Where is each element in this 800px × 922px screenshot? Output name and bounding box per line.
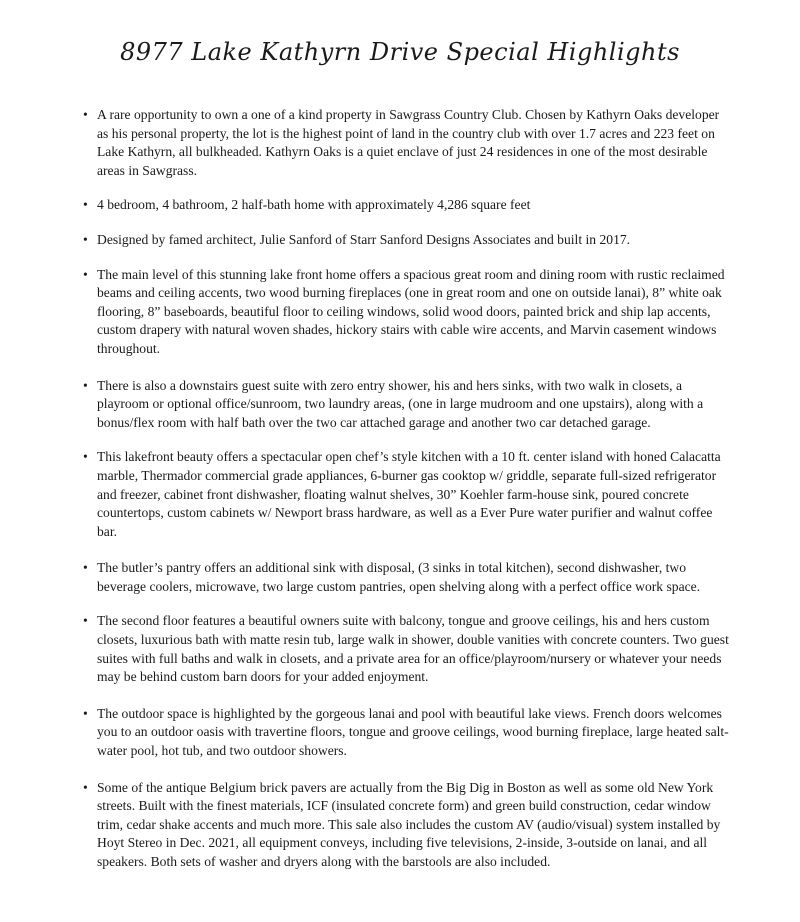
bullet-marker: •: [83, 779, 88, 795]
highlight-text: This lakefront beauty offers a spectacular open chef’s style kitchen with a 10 ft. center island with honed Calacatta marble, Thermador commercial grade appliances, 6-burner gas cooktop w/ griddle, separate full-sized refrigerator and freezer, cabinet front dishwasher, floating walnut shelves, 30” Koehler farm-house sink, poured concrete countertops, custom cabinets w/ Newport brass hardware, as well as a Ever Pure water purifier and walnut coffee bar.: [97, 449, 721, 539]
highlight-item: [83, 377, 732, 433]
bullet-marker: •: [83, 197, 88, 213]
bullet-marker: •: [83, 705, 88, 721]
bullet-marker: •: [83, 449, 88, 465]
highlight-item: [83, 196, 732, 215]
highlight-item: [83, 106, 732, 180]
highlight-text: 4 bedroom, 4 bathroom, 2 half-bath home with approximately 4,286 square feet: [97, 197, 531, 213]
highlight-item: [83, 266, 732, 359]
highlight-text: The main level of this stunning lake front home offers a spacious great room and dining room with rustic reclaimed beams and ceiling accents, two wood burning fireplaces (one in great room and one on outside lanai), 8” white oak flooring, 8” baseboards, beautiful floor to ceiling windows, solid wood doors, painted brick and ship lap accents, custom drapery with natural woven shades, hickory stairs with cable wire accents, and Marvin casement windows throughout.: [97, 266, 725, 356]
highlights-list: [83, 106, 732, 872]
highlight-text: The butler’s pantry offers an additional sink with disposal, (3 sinks in total kitchen), second dishwasher, two beverage coolers, microwave, two large custom pantries, open shelving along with a perfect office work space.: [97, 560, 701, 594]
highlight-item: [83, 612, 732, 686]
bullet-marker: •: [83, 613, 88, 629]
bullet-marker: •: [83, 231, 88, 247]
bullet-marker: •: [83, 377, 88, 393]
highlight-item: [83, 559, 732, 596]
highlight-text: A rare opportunity to own a one of a kind property in Sawgrass Country Club. Chosen by Kathyrn Oaks developer as his personal property, the lot is the highest point of land in the country club with over 1.7 acres and 223 feet on Lake Kathyrn, all bulkheaded. Kathyrn Oaks is a quiet enclave of just 24 residences in one of the most desirable areas in Sawgrass.: [97, 107, 720, 178]
bullet-marker: •: [83, 266, 88, 282]
bullet-marker: •: [83, 107, 88, 122]
document-title: 8977 Lake Kathyrn Drive Special Highlights: [120, 38, 680, 66]
highlight-text: Designed by famed architect, Julie Sanford of Starr Sanford Designs Associates and built in 2017.: [97, 231, 631, 247]
highlight-item: [83, 231, 732, 250]
highlight-item: [83, 705, 732, 761]
bullet-marker: •: [83, 560, 88, 576]
highlight-text: The second floor features a beautiful owners suite with balcony, tongue and groove ceilings, his and hers custom closets, luxurious bath with matte resin tub, large walk in shower, double vanities with concrete counters. Two guest suites with full baths and walk in closets, and a private area for an office/playroom/nursery or whatever your needs may be behind custom barn doors for your added enjoyment.: [97, 613, 729, 685]
highlight-text: The outdoor space is highlighted by the gorgeous lanai and pool with beautiful lake views. French doors welcomes you to an outdoor oasis with travertine floors, tongue and groove ceilings, wood burning fireplace, large heated salt-water pool, hot tub, and two outdoor showers.: [97, 705, 729, 759]
highlight-text: Some of the antique Belgium brick pavers are actually from the Big Dig in Boston as well as some old New York streets. Built with the finest materials, ICF (insulated concrete form) and green build construction, cedar window trim, cedar shake accents and much more. This sale also includes the custom AV (audio/visual) system installed by Hoyt Stereo in Dec. 2021, all equipment conveys, including five televisions, 2-inside, 3-outside on lanai, and all speakers. Both sets of washer and dryers along with the barstools are also included.: [97, 779, 721, 869]
highlight-text: There is also a downstairs guest suite with zero entry shower, his and hers sinks, with two walk in closets, a playroom or optional office/sunroom, two laundry areas, (one in large mudroom and one upstairs), along with a bonus/flex room with half bath over the two car attached garage and another two car detached garage.: [97, 377, 704, 430]
highlight-item: [83, 779, 732, 872]
highlight-item: [83, 448, 732, 541]
